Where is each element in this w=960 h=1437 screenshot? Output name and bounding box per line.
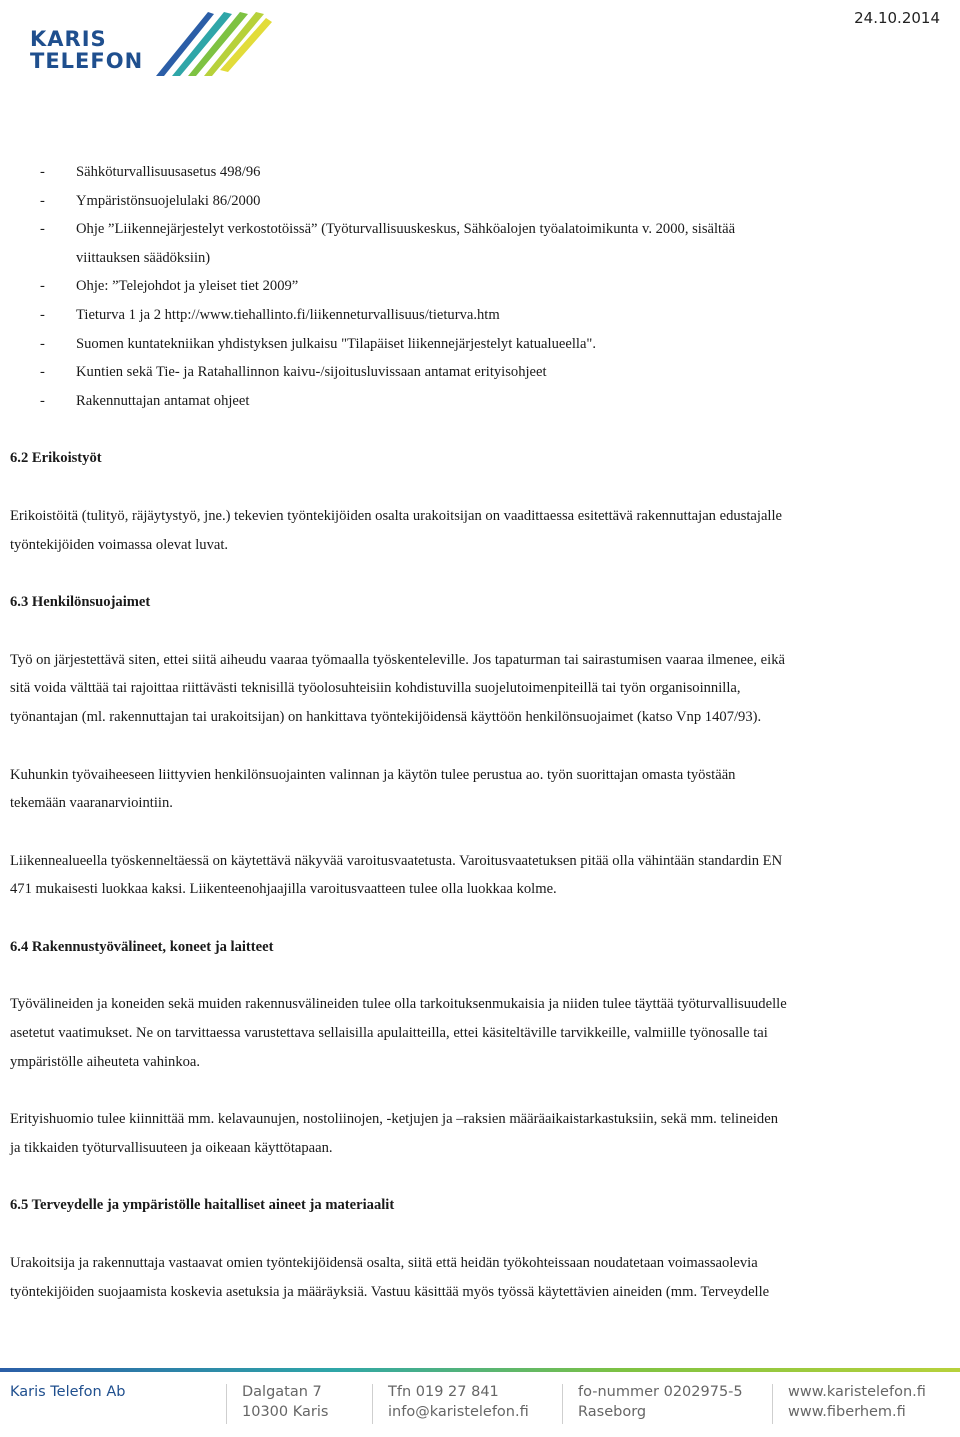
logo-stripes-graphic [148,8,278,78]
document-date: 24.10.2014 [854,9,940,27]
footer-postal: 10300 Karis [242,1404,329,1420]
footer-separator [772,1384,773,1424]
list-item: - Ympäristönsuojelulaki 86/2000 [40,192,261,209]
footer-phone: Tfn 019 27 841 [388,1384,499,1400]
list-item: - Ohje: ”Telejohdot ja yleiset tiet 2009” [40,278,299,295]
list-item: - Rakennuttajan antamat ohjeet [40,392,250,409]
reference-list [10,158,910,415]
footer-separator [372,1384,373,1424]
paragraph: Työ on järjestettävä siten, ettei siitä aiheudu vaaraa työmaalla työskenteleville. Jos tapaturman tai sairastumisen vaaraa ilmenee, eikä sitä voida välttää tai rajoittaa riittävästi teknisillä työolosuhteisiin kohdistuvilla suojelutoimenpiteillä tai työn organisoinnilla, työnantajan (ml. rakennuttajan tai urakoitsijan) on hankittava työntekijöidensä käyttöön henkilönsuojaimet (katso Vnp 1407/93). [10,651,785,725]
document-body [10,158,910,1306]
section-heading-6-2: 6.2 Erikoistyöt [10,450,102,467]
logo-line-1: KARIS [30,27,107,51]
footer-separator [562,1384,563,1424]
footer-company: Karis Telefon Ab [10,1384,126,1400]
list-item: - Suomen kuntatekniikan yhdistyksen julkaisu "Tilapäiset liikennejärjestelyt katualueella". [40,335,597,352]
section-heading-6-4: 6.4 Rakennustyövälineet, koneet ja laitteet [10,938,274,955]
footer-street: Dalgatan 7 [242,1384,322,1400]
list-item: - Tieturva 1 ja 2 http://www.tiehallinto.fi/liikenneturvallisuus/tieturva.htm [40,306,500,323]
paragraph: Erityishuomio tulee kiinnittää mm. kelavaunujen, nostoliinojen, -ketjujen ja –raksien määräaikaistarkastuksiin, sekä mm. telineiden ja tikkaiden työturvallisuuteen ja oikeaan käyttötapaan. [10,1111,779,1156]
logo-line-2: TELEFON [30,49,144,73]
list-item: - Kuntien sekä Tie- ja Ratahallinnon kaivu-/sijoitusluvissaan antamat erityisohjeet [40,364,547,381]
company-logo [30,8,260,78]
paragraph: Liikennealueella työskenneltäessä on käytettävä näkyvää varoitusvaatetusta. Varoitusvaatetuksen pitää olla vähintään standardin EN 471 mukaisesti luokkaa kaksi. Liikenteenohjaajilla varoitusvaatteen tulee olla luokkaa kolme. [10,852,783,898]
footer-contact [388,1382,529,1422]
list-item: - Ohje ”Liikennejärjestelyt verkostotöissä” (Työturvallisuuskeskus, Sähköalojen työalatoimikunta v. 2000, sisältää [40,221,736,238]
paragraph: Urakoitsija ja rakennuttaja vastaavat omien työntekijöidensä osalta, siitä että heidän työkohteissaan noudatetaan voimassaolevia työntekijöiden suojaamista koskevia asetuksia ja määräyksiä. Vastuu käsittää myös työssä käytettävien aineiden (mm. Terveydelle [10,1255,770,1300]
footer-separator [226,1384,227,1424]
logo-wordmark [30,28,143,72]
footer-address [242,1382,328,1422]
footer-city: Raseborg [578,1404,647,1420]
footer-website-link[interactable]: www.fiberhem.fi [788,1404,906,1420]
footer-registration [578,1382,743,1422]
footer-fo-number: fo-nummer 0202975-5 [578,1384,743,1400]
footer-website-link[interactable]: www.karistelefon.fi [788,1384,926,1400]
paragraph: Työvälineiden ja koneiden sekä muiden rakennusvälineiden tulee olla tarkoituksenmukaisia ja niiden tulee täyttää työturvallisuudelle asetetut vaatimukset. Ne on tarvittaessa varustettava sellaisilla apulaitteilla, ettei käsiteltäville tarvikkeille, valmiille työnosalle tai ympäristölle aiheuteta vahinkoa. [10,996,787,1070]
list-item: - Sähköturvallisuusasetus 498/96 [40,164,261,180]
footer-websites [788,1382,926,1422]
page-footer [0,1378,960,1437]
paragraph: Kuhunkin työvaiheeseen liittyvien henkilönsuojainten valinnan ja käytön tulee perustua ao. työn suorittajan omasta työstään tekemään vaaranarviointiin. [10,766,736,812]
footer-email[interactable]: info@karistelefon.fi [388,1404,529,1420]
footer-divider [0,1368,960,1372]
section-heading-6-3: 6.3 Henkilönsuojaimet [10,594,151,611]
paragraph: Erikoistöitä (tulityö, räjäytystyö, jne.) tekevien työntekijöiden osalta urakoitsijan on vaadittaessa esitettävä rakennuttajan edustajalle työntekijöiden voimassa olevat luvat. [10,507,783,553]
section-heading-6-5: 6.5 Terveydelle ja ympäristölle haitalliset aineet ja materiaalit [10,1197,395,1214]
list-item-continuation: viittauksen säädöksiin) [76,249,211,266]
